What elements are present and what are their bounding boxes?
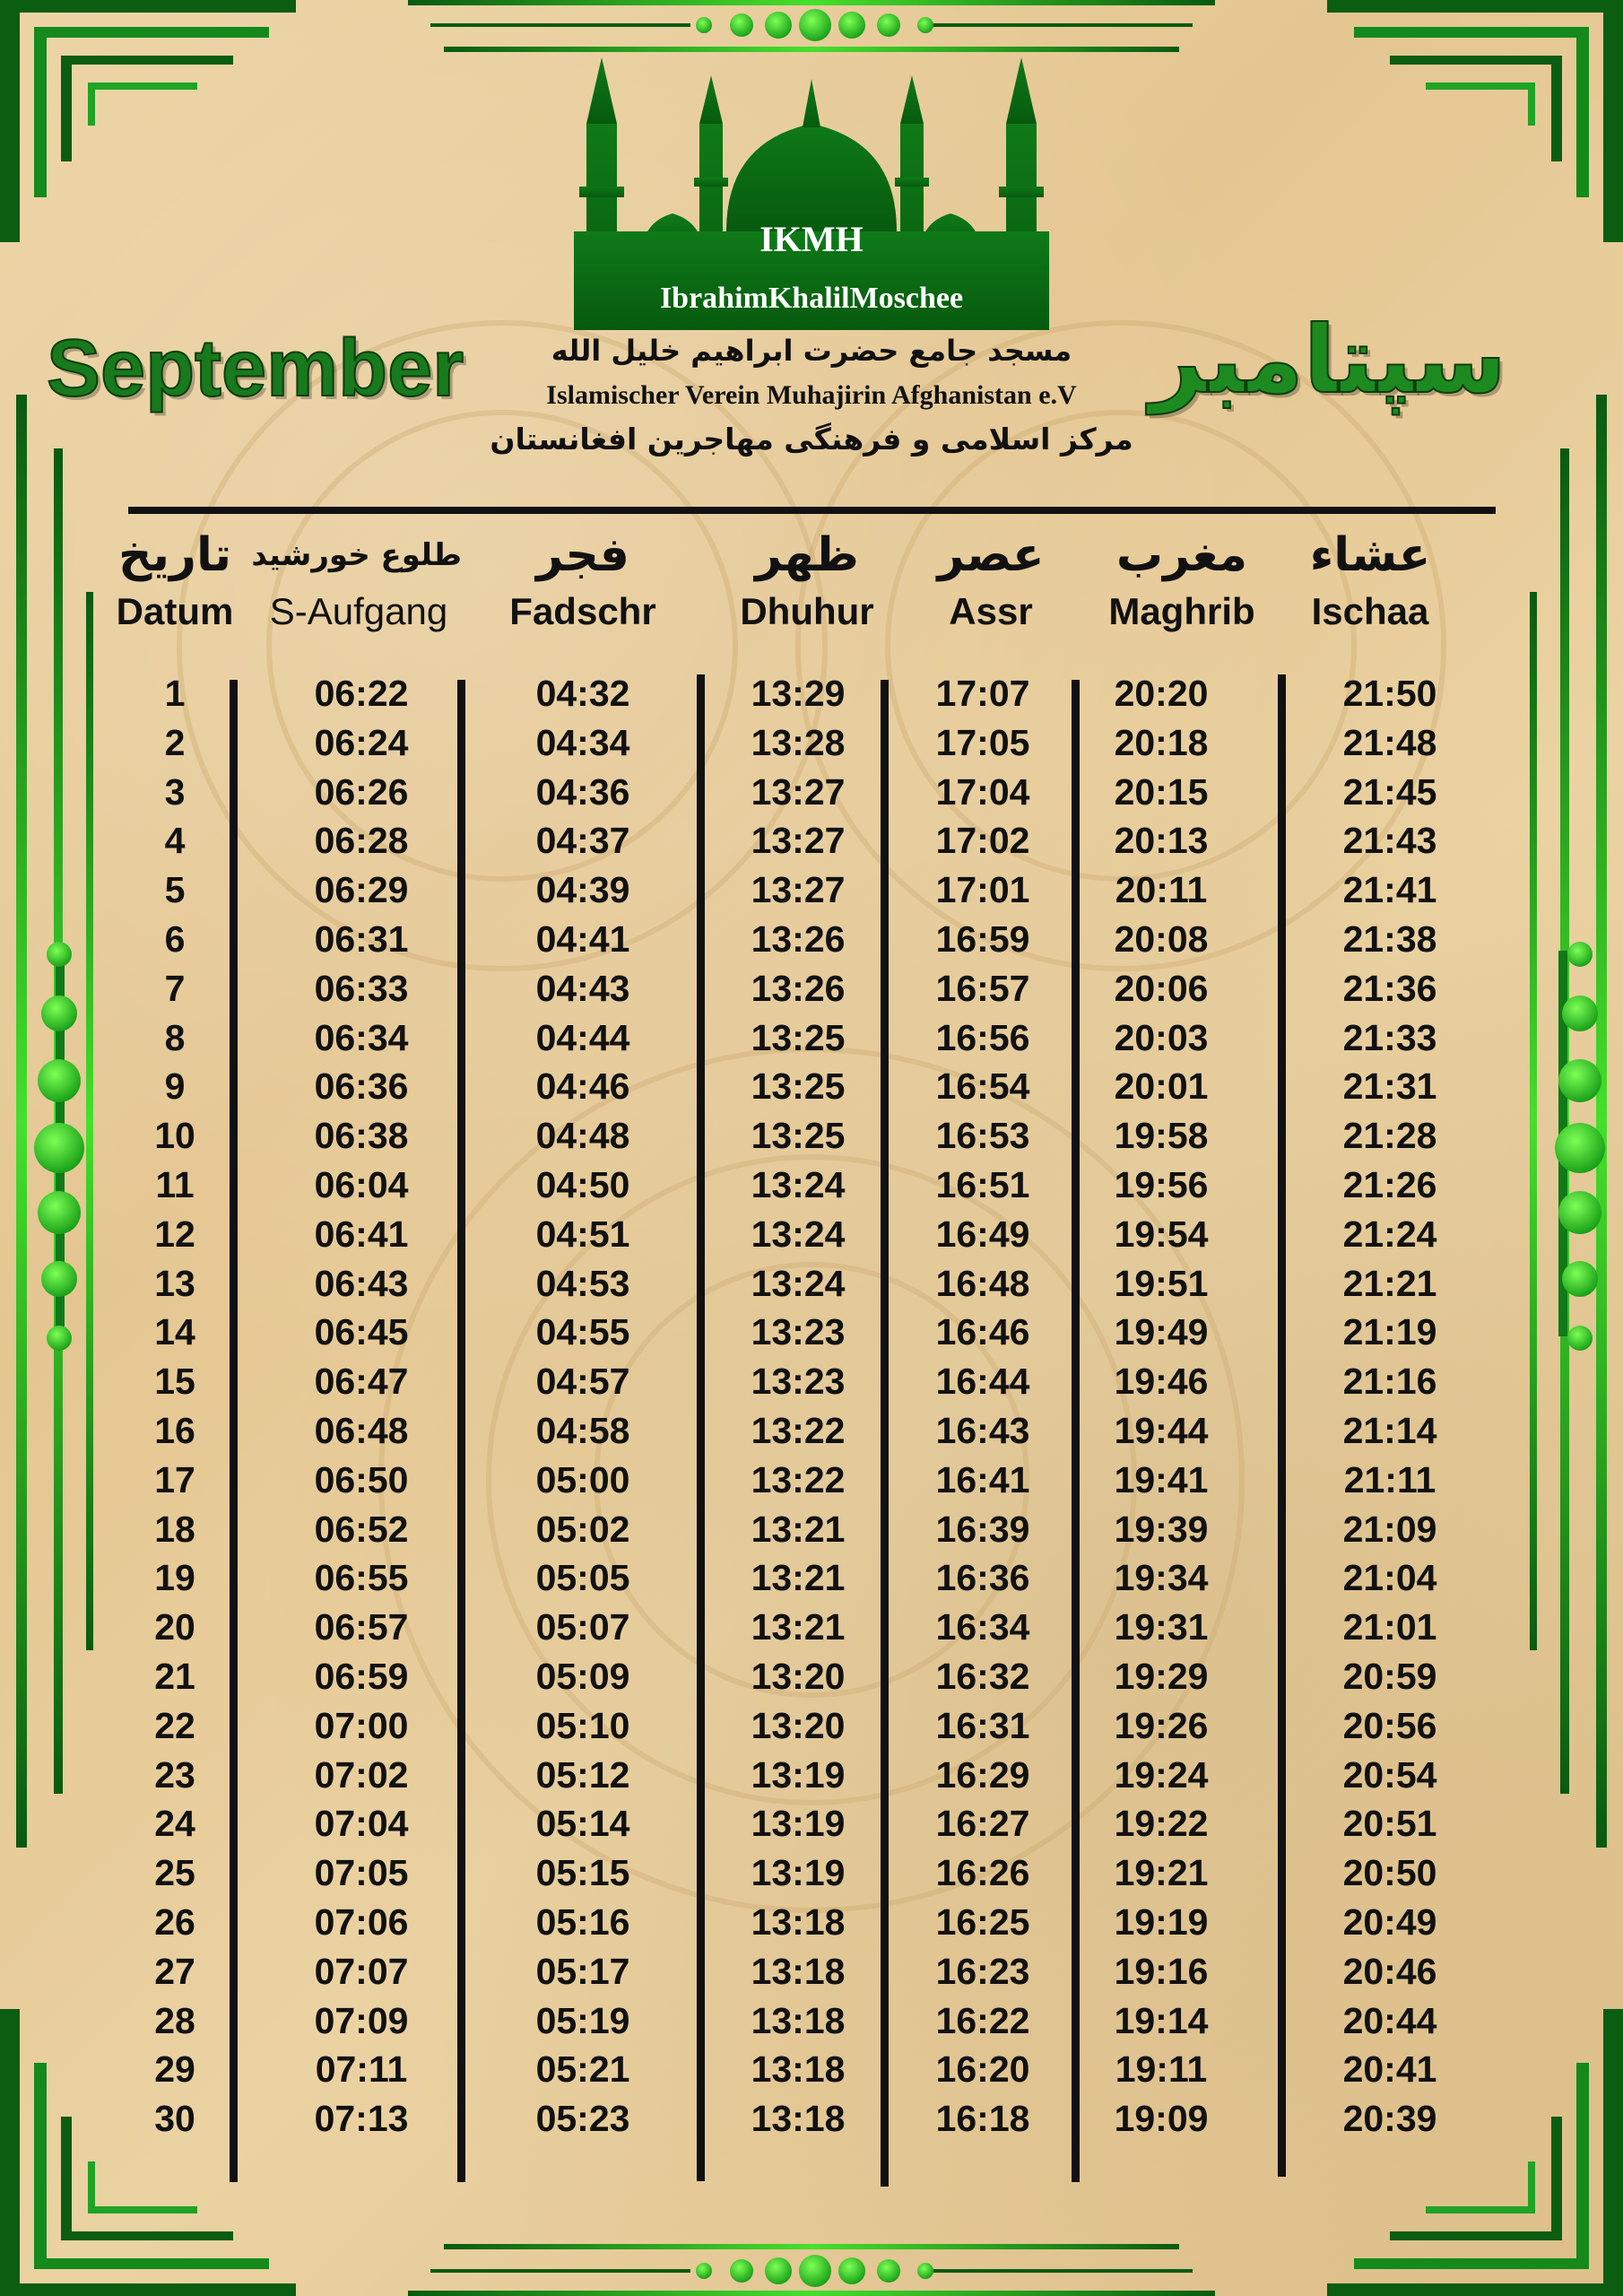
sunrise-cell: 06:29: [314, 869, 409, 911]
asr-cell: 17:01: [935, 869, 1030, 911]
dhuhr-cell: 13:20: [751, 1655, 846, 1697]
maghrib-cell: 19:29: [1114, 1655, 1209, 1697]
sunrise-cell: 07:00: [314, 1704, 409, 1746]
date-cell: 14: [154, 1311, 195, 1353]
fajr-cell: 05:17: [535, 1950, 630, 1992]
dhuhr-cell: 13:21: [751, 1606, 846, 1648]
maghrib-cell: 20:03: [1114, 1016, 1209, 1058]
maghrib-cell: 19:26: [1114, 1704, 1209, 1746]
fajr-cell: 05:10: [535, 1704, 630, 1746]
fajr-cell: 05:05: [535, 1557, 630, 1599]
date-cell: 27: [154, 1950, 195, 1992]
date-cell: 6: [164, 918, 186, 960]
header-date-arabic: تاريخ: [118, 528, 231, 582]
sunrise-cell: 06:26: [314, 770, 409, 813]
date-cell: 19: [154, 1557, 195, 1599]
header-maghrib-arabic: مغرب: [1115, 528, 1248, 582]
top-ornament: [408, 0, 1215, 52]
header-maghrib-latin: Maghrib: [1108, 590, 1255, 632]
header-maghrib: [1079, 526, 1285, 637]
dhuhr-cell: 13:18: [751, 2048, 846, 2091]
fajr-cell: 04:37: [535, 820, 630, 862]
sunrise-cell: 06:34: [314, 1016, 409, 1058]
header-date: [72, 526, 278, 637]
sunrise-cell: 06:33: [314, 967, 409, 1009]
dhuhr-cell: 13:29: [751, 673, 846, 714]
sunrise-cell: 07:02: [314, 1753, 409, 1796]
maghrib-cell: 19:22: [1114, 1803, 1209, 1845]
maghrib-cell: 19:11: [1115, 2048, 1208, 2091]
month-title-arabic: سپتامبر: [1150, 305, 1506, 414]
asr-cell: 17:07: [935, 673, 1030, 714]
dhuhr-cell: 13:23: [751, 1361, 846, 1403]
isha-cell: 20:44: [1342, 1999, 1437, 2041]
asr-cell: 16:56: [935, 1016, 1030, 1058]
maghrib-cell: 20:13: [1114, 820, 1209, 862]
header-date-latin: Datum: [116, 590, 234, 632]
isha-cell: 21:50: [1342, 673, 1437, 714]
column-separator: [457, 680, 465, 2182]
fajr-cell: 04:51: [535, 1213, 630, 1255]
association-name-latin: Islamischer Verein Muhajirin Afghanistan e.V: [546, 380, 1077, 410]
maghrib-cell: 19:31: [1114, 1606, 1209, 1648]
month-title-latin: September: [47, 324, 464, 413]
corner-top-left: [0, 0, 296, 242]
asr-cell: 17:04: [935, 770, 1030, 813]
sunrise-cell: 06:31: [314, 918, 409, 960]
dhuhr-cell: 13:25: [751, 1065, 846, 1108]
fajr-cell: 05:00: [535, 1458, 630, 1500]
fajr-cell: 05:21: [535, 2048, 630, 2091]
dhuhr-cell: 13:24: [751, 1213, 846, 1255]
isha-cell: 21:36: [1342, 967, 1437, 1009]
sunrise-cell: 07:05: [314, 1852, 409, 1894]
column-maghrib: [1072, 669, 1251, 2144]
sunrise-cell: 06:48: [314, 1409, 409, 1451]
sunrise-cell: 07:06: [314, 1900, 409, 1943]
isha-cell: 20:39: [1342, 2098, 1437, 2140]
fajr-cell: 05:19: [535, 1999, 630, 2041]
maghrib-cell: 19:09: [1114, 2098, 1209, 2140]
isha-cell: 20:46: [1342, 1950, 1437, 1992]
dhuhr-cell: 13:18: [751, 1900, 846, 1943]
date-cell: 30: [154, 2098, 195, 2140]
maghrib-cell: 20:01: [1114, 1065, 1209, 1108]
asr-cell: 16:22: [935, 1999, 1030, 2041]
asr-cell: 16:20: [935, 2048, 1030, 2091]
asr-cell: 16:23: [935, 1950, 1030, 1992]
fajr-cell: 04:53: [535, 1262, 630, 1304]
header-asr-arabic: عصر: [937, 528, 1045, 582]
dhuhr-cell: 13:26: [751, 918, 846, 960]
header-asr: [888, 526, 1094, 637]
sunrise-cell: 06:38: [314, 1115, 409, 1157]
maghrib-cell: 19:21: [1114, 1852, 1209, 1894]
dhuhr-cell: 13:24: [751, 1163, 846, 1205]
fajr-cell: 04:32: [535, 673, 630, 714]
asr-cell: 16:54: [935, 1065, 1030, 1108]
sunrise-cell: 07:04: [314, 1803, 409, 1845]
fajr-cell: 05:23: [535, 2098, 630, 2140]
logo-mosque-name: IbrahimKhalilMoschee: [659, 282, 964, 315]
fajr-cell: 04:36: [535, 770, 630, 813]
sunrise-cell: 06:59: [314, 1655, 409, 1697]
asr-cell: 16:46: [935, 1311, 1030, 1353]
isha-cell: 21:21: [1342, 1262, 1437, 1304]
bottom-ornament: [408, 2244, 1215, 2296]
fajr-cell: 05:02: [535, 1508, 630, 1550]
isha-cell: 21:43: [1342, 820, 1437, 862]
isha-cell: 21:14: [1342, 1409, 1437, 1451]
date-cell: 22: [154, 1704, 195, 1746]
isha-cell: 21:48: [1342, 721, 1437, 763]
asr-cell: 16:59: [935, 918, 1030, 960]
maghrib-cell: 19:39: [1114, 1508, 1209, 1550]
header-isha: [1267, 526, 1473, 637]
isha-cell: 21:31: [1342, 1065, 1437, 1108]
column-asr: [893, 669, 1072, 2144]
isha-cell: 21:19: [1342, 1311, 1437, 1353]
isha-cell: 21:24: [1342, 1213, 1437, 1255]
dhuhr-cell: 13:18: [751, 2098, 846, 2140]
sunrise-cell: 06:28: [314, 820, 409, 862]
isha-cell: 20:41: [1342, 2048, 1437, 2091]
maghrib-cell: 19:58: [1114, 1115, 1209, 1157]
isha-cell: 21:16: [1342, 1361, 1437, 1403]
header-sunrise: [251, 526, 462, 637]
asr-cell: 16:18: [935, 2098, 1030, 2140]
isha-cell: 21:01: [1342, 1606, 1437, 1648]
sunrise-cell: 06:52: [314, 1508, 409, 1550]
asr-cell: 16:41: [935, 1458, 1030, 1500]
fajr-cell: 05:07: [535, 1606, 630, 1648]
sunrise-cell: 06:24: [314, 721, 409, 763]
maghrib-cell: 19:44: [1114, 1409, 1209, 1451]
sunrise-cell: 07:11: [315, 2048, 408, 2091]
column-sunrise: [272, 669, 451, 2144]
date-cell: 15: [154, 1361, 195, 1403]
dhuhr-cell: 13:27: [751, 770, 846, 813]
sunrise-cell: 06:50: [314, 1458, 409, 1500]
asr-cell: 16:49: [935, 1213, 1030, 1255]
column-fajr: [493, 669, 673, 2144]
date-cell: 9: [164, 1065, 186, 1108]
date-cell: 24: [154, 1803, 195, 1845]
asr-cell: 16:32: [935, 1655, 1030, 1697]
maghrib-cell: 20:11: [1115, 869, 1208, 911]
isha-cell: 21:04: [1342, 1557, 1437, 1599]
maghrib-cell: 19:14: [1114, 1999, 1209, 2041]
maghrib-cell: 20:18: [1114, 721, 1209, 763]
isha-cell: 21:41: [1342, 869, 1437, 911]
mosque-logo: [574, 52, 1049, 330]
dhuhr-cell: 13:23: [751, 1311, 846, 1353]
sunrise-cell: 06:41: [314, 1213, 409, 1255]
header-dhuhr-arabic: ظهر: [755, 528, 859, 582]
date-cell: 1: [164, 673, 186, 714]
fajr-cell: 04:57: [535, 1361, 630, 1403]
dhuhr-cell: 13:28: [751, 721, 846, 763]
sunrise-cell: 06:55: [314, 1557, 409, 1599]
column-separator: [1278, 674, 1286, 2177]
date-cell: 8: [164, 1016, 186, 1058]
asr-cell: 16:53: [935, 1115, 1030, 1157]
column-date: [85, 669, 265, 2144]
fajr-cell: 05:15: [535, 1852, 630, 1894]
isha-cell: 20:50: [1342, 1852, 1437, 1894]
sunrise-cell: 07:07: [314, 1950, 409, 1992]
date-cell: 7: [164, 967, 186, 1009]
date-cell: 20: [154, 1606, 195, 1648]
maghrib-cell: 19:24: [1114, 1753, 1209, 1796]
dhuhr-cell: 13:22: [751, 1409, 846, 1451]
date-cell: 26: [154, 1900, 195, 1943]
fajr-cell: 04:41: [535, 918, 630, 960]
asr-cell: 16:43: [935, 1409, 1030, 1451]
maghrib-cell: 19:49: [1114, 1311, 1209, 1353]
maghrib-cell: 19:41: [1114, 1458, 1209, 1500]
date-cell: 3: [164, 770, 186, 813]
header-isha-arabic: عشاء: [1309, 528, 1431, 582]
date-cell: 18: [154, 1508, 195, 1550]
fajr-cell: 04:44: [535, 1016, 630, 1058]
dhuhr-cell: 13:24: [751, 1262, 846, 1304]
corner-top-right: [1327, 0, 1623, 242]
fajr-cell: 04:39: [535, 869, 630, 911]
date-cell: 28: [154, 1999, 195, 2041]
fajr-cell: 05:12: [535, 1753, 630, 1796]
sunrise-cell: 06:57: [314, 1606, 409, 1648]
isha-cell: 21:45: [1342, 770, 1437, 813]
sunrise-cell: 06:43: [314, 1262, 409, 1304]
maghrib-cell: 19:19: [1114, 1900, 1209, 1943]
asr-cell: 16:57: [935, 967, 1030, 1009]
asr-cell: 16:31: [935, 1704, 1030, 1746]
sunrise-cell: 06:45: [314, 1311, 409, 1353]
asr-cell: 16:39: [935, 1508, 1030, 1550]
isha-cell: 21:11: [1343, 1458, 1436, 1500]
header-isha-latin: Ischaa: [1311, 590, 1429, 632]
header-sunrise-arabic: طلوع خورشید: [251, 537, 462, 573]
date-cell: 4: [164, 820, 186, 862]
fajr-cell: 04:43: [535, 967, 630, 1009]
date-cell: 23: [154, 1753, 195, 1796]
isha-cell: 21:38: [1342, 918, 1437, 960]
dhuhr-cell: 13:27: [751, 820, 846, 862]
column-isha: [1300, 669, 1480, 2144]
date-cell: 12: [154, 1213, 195, 1255]
isha-cell: 21:33: [1342, 1016, 1437, 1058]
date-cell: 25: [154, 1852, 195, 1894]
maghrib-cell: 20:06: [1114, 967, 1209, 1009]
fajr-cell: 05:09: [535, 1655, 630, 1697]
isha-cell: 20:59: [1342, 1655, 1437, 1697]
isha-cell: 20:54: [1342, 1753, 1437, 1796]
maghrib-cell: 19:34: [1114, 1557, 1209, 1599]
date-cell: 21: [154, 1655, 195, 1697]
fajr-cell: 04:48: [535, 1115, 630, 1157]
sunrise-cell: 06:22: [314, 673, 409, 714]
dhuhr-cell: 13:21: [751, 1557, 846, 1599]
header-fajr-arabic: فجر: [536, 528, 629, 582]
maghrib-cell: 20:08: [1114, 918, 1209, 960]
maghrib-cell: 19:54: [1114, 1213, 1209, 1255]
header-dhuhr: [704, 526, 910, 637]
dhuhr-cell: 13:21: [751, 1508, 846, 1550]
date-cell: 13: [154, 1262, 195, 1304]
association-name-arabic: مرکز اسلامی و فرهنگی مهاجرین افغانستان: [490, 422, 1133, 457]
date-cell: 2: [164, 721, 186, 763]
dhuhr-cell: 13:18: [751, 1999, 846, 2041]
sunrise-cell: 07:09: [314, 1999, 409, 2041]
maghrib-cell: 20:15: [1114, 770, 1209, 813]
header-divider: [128, 507, 1496, 514]
mosque-name-arabic: مسجد جامع حضرت ابراهیم خلیل الله: [551, 334, 1072, 368]
asr-cell: 16:48: [935, 1262, 1030, 1304]
fajr-cell: 05:16: [535, 1900, 630, 1943]
column-separator: [697, 674, 705, 2181]
dhuhr-cell: 13:19: [751, 1803, 846, 1845]
dhuhr-cell: 13:20: [751, 1704, 846, 1746]
asr-cell: 16:34: [935, 1606, 1030, 1648]
date-cell: 10: [154, 1115, 195, 1157]
header-sunrise-latin: S-Aufgang: [269, 590, 448, 632]
date-cell: 17: [154, 1458, 195, 1500]
isha-cell: 20:51: [1342, 1803, 1437, 1845]
asr-cell: 16:27: [935, 1803, 1030, 1845]
maghrib-cell: 20:20: [1114, 673, 1209, 714]
asr-cell: 16:26: [935, 1852, 1030, 1894]
dhuhr-cell: 13:27: [751, 869, 846, 911]
sunrise-cell: 06:47: [314, 1361, 409, 1403]
header-asr-latin: Assr: [949, 590, 1033, 632]
fajr-cell: 04:55: [535, 1311, 630, 1353]
logo-abbreviation: IKMH: [759, 219, 864, 259]
isha-cell: 21:26: [1342, 1163, 1437, 1205]
dhuhr-cell: 13:26: [751, 967, 846, 1009]
dhuhr-cell: 13:25: [751, 1115, 846, 1157]
date-cell: 29: [154, 2048, 195, 2091]
fajr-cell: 04:34: [535, 721, 630, 763]
header-dhuhr-latin: Dhuhur: [740, 590, 874, 632]
fajr-cell: 05:14: [535, 1803, 630, 1845]
maghrib-cell: 19:51: [1114, 1262, 1209, 1304]
date-cell: 5: [164, 869, 186, 911]
sunrise-cell: 06:36: [314, 1065, 409, 1108]
sunrise-cell: 07:13: [314, 2098, 409, 2140]
maghrib-cell: 19:56: [1114, 1163, 1209, 1205]
isha-cell: 21:09: [1342, 1508, 1437, 1550]
dhuhr-cell: 13:22: [751, 1458, 846, 1500]
maghrib-cell: 19:46: [1114, 1361, 1209, 1403]
date-cell: 11: [155, 1163, 195, 1205]
asr-cell: 16:51: [935, 1163, 1030, 1205]
isha-cell: 20:56: [1342, 1704, 1437, 1746]
asr-cell: 17:02: [935, 820, 1030, 862]
header-fajr-latin: Fadschr: [509, 590, 656, 632]
maghrib-cell: 19:16: [1114, 1950, 1209, 1992]
right-side-ornament: [1530, 395, 1607, 1848]
fajr-cell: 04:58: [535, 1409, 630, 1451]
asr-cell: 16:44: [935, 1361, 1030, 1403]
dhuhr-cell: 13:18: [751, 1950, 846, 1992]
sunrise-cell: 06:04: [314, 1163, 409, 1205]
asr-cell: 16:36: [935, 1557, 1030, 1599]
header-fajr: [480, 526, 686, 637]
isha-cell: 21:28: [1342, 1115, 1437, 1157]
dhuhr-cell: 13:19: [751, 1753, 846, 1796]
fajr-cell: 04:46: [535, 1065, 630, 1108]
asr-cell: 16:25: [935, 1900, 1030, 1943]
date-cell: 16: [154, 1409, 195, 1451]
asr-cell: 16:29: [935, 1753, 1030, 1796]
dhuhr-cell: 13:19: [751, 1852, 846, 1894]
dhuhr-cell: 13:25: [751, 1016, 846, 1058]
fajr-cell: 04:50: [535, 1163, 630, 1205]
asr-cell: 17:05: [935, 721, 1030, 763]
isha-cell: 20:49: [1342, 1900, 1437, 1943]
column-dhuhr: [708, 669, 888, 2144]
